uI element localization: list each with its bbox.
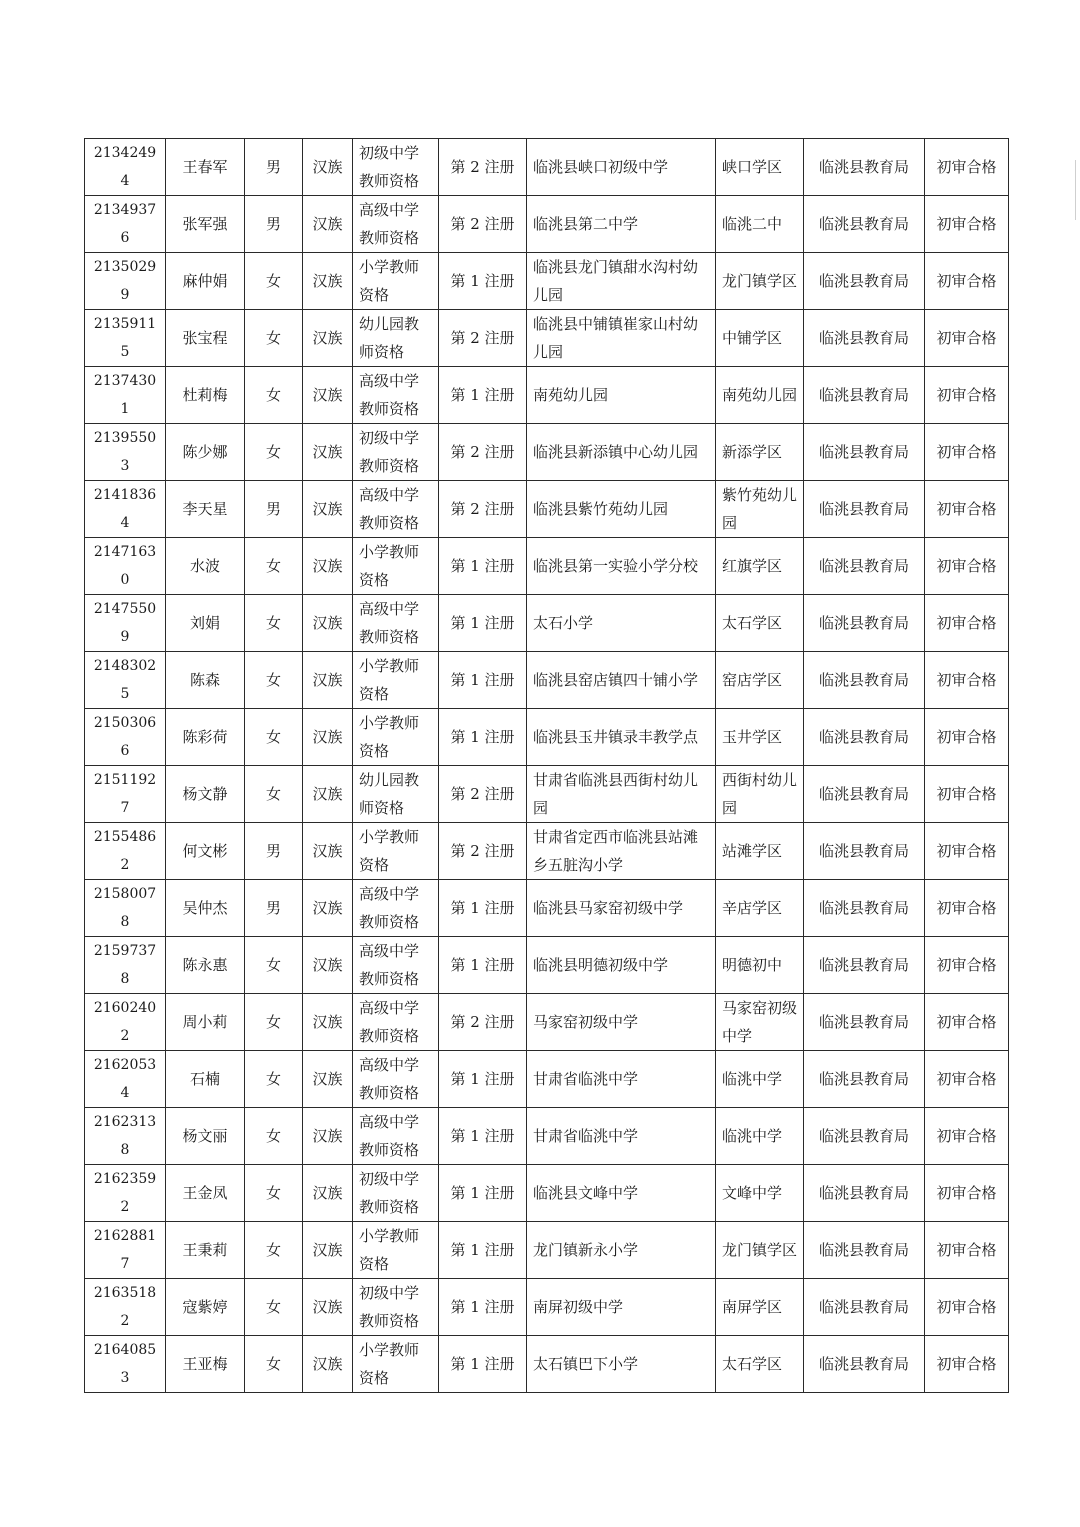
name-cell: 刘娟 [166,595,245,652]
registration-cell: 第 1 注册 [439,1051,527,1108]
authority-cell: 临洮县教育局 [804,139,925,196]
gender-cell: 女 [245,538,303,595]
school-cell: 临洮县峡口初级中学 [527,139,716,196]
name-cell: 寇紫婷 [166,1279,245,1336]
result-cell: 初审合格 [925,595,1009,652]
qualification-cell: 高级中学教师资格 [353,880,439,937]
authority-cell: 临洮县教育局 [804,1222,925,1279]
ethnicity-cell: 汉族 [303,481,353,538]
school-cell: 甘肃省临洮中学 [527,1051,716,1108]
table-row [85,709,1009,766]
authority-cell: 临洮县教育局 [804,994,925,1051]
candidate-id-cell: 21395503 [85,424,166,481]
registration-cell: 第 1 注册 [439,253,527,310]
qualification-cell: 初级中学教师资格 [353,1279,439,1336]
qualification-cell: 小学教师资格 [353,253,439,310]
ethnicity-cell: 汉族 [303,652,353,709]
result-cell: 初审合格 [925,1051,1009,1108]
school-cell: 南屏初级中学 [527,1279,716,1336]
district-cell: 窑店学区 [716,652,804,709]
district-cell: 红旗学区 [716,538,804,595]
candidate-id-cell: 21580078 [85,880,166,937]
ethnicity-cell: 汉族 [303,766,353,823]
name-cell: 陈少娜 [166,424,245,481]
district-cell: 太石学区 [716,595,804,652]
registration-cell: 第 1 注册 [439,652,527,709]
authority-cell: 临洮县教育局 [804,709,925,766]
table-row [85,766,1009,823]
qualification-cell: 高级中学教师资格 [353,937,439,994]
table-row [85,652,1009,709]
name-cell: 陈彩荷 [166,709,245,766]
school-cell: 临洮县中铺镇崔家山村幼儿园 [527,310,716,367]
name-cell: 水波 [166,538,245,595]
registration-cell: 第 1 注册 [439,1165,527,1222]
result-cell: 初审合格 [925,481,1009,538]
result-cell: 初审合格 [925,1222,1009,1279]
gender-cell: 女 [245,652,303,709]
name-cell: 王秉莉 [166,1222,245,1279]
gender-cell: 女 [245,1051,303,1108]
table-row [85,1222,1009,1279]
gender-cell: 女 [245,1165,303,1222]
table-row [85,424,1009,481]
table-row [85,196,1009,253]
district-cell: 西街村幼儿园 [716,766,804,823]
result-cell: 初审合格 [925,880,1009,937]
result-cell: 初审合格 [925,1279,1009,1336]
result-cell: 初审合格 [925,1165,1009,1222]
registration-cell: 第 1 注册 [439,880,527,937]
name-cell: 张宝程 [166,310,245,367]
school-cell: 临洮县文峰中学 [527,1165,716,1222]
candidate-id-cell: 21554862 [85,823,166,880]
authority-cell: 临洮县教育局 [804,1051,925,1108]
ethnicity-cell: 汉族 [303,709,353,766]
result-cell: 初审合格 [925,1108,1009,1165]
gender-cell: 女 [245,709,303,766]
registration-cell: 第 1 注册 [439,937,527,994]
name-cell: 周小莉 [166,994,245,1051]
district-cell: 龙门镇学区 [716,253,804,310]
qualification-cell: 高级中学教师资格 [353,481,439,538]
district-cell: 临洮二中 [716,196,804,253]
authority-cell: 临洮县教育局 [804,937,925,994]
registration-cell: 第 1 注册 [439,1108,527,1165]
name-cell: 石楠 [166,1051,245,1108]
candidate-id-cell: 21602402 [85,994,166,1051]
ethnicity-cell: 汉族 [303,1108,353,1165]
ethnicity-cell: 汉族 [303,367,353,424]
result-cell: 初审合格 [925,1336,1009,1393]
school-cell: 太石小学 [527,595,716,652]
gender-cell: 男 [245,823,303,880]
district-cell: 玉井学区 [716,709,804,766]
ethnicity-cell: 汉族 [303,1279,353,1336]
table-body [85,139,1009,1393]
school-cell: 临洮县第二中学 [527,196,716,253]
qualification-cell: 小学教师资格 [353,652,439,709]
table-row [85,823,1009,880]
registration-cell: 第 2 注册 [439,994,527,1051]
result-cell: 初审合格 [925,367,1009,424]
school-cell: 甘肃省定西市临洮县站滩乡五脏沟小学 [527,823,716,880]
school-cell: 临洮县玉井镇录丰教学点 [527,709,716,766]
gender-cell: 女 [245,1222,303,1279]
qualification-cell: 小学教师资格 [353,1222,439,1279]
district-cell: 临洮中学 [716,1108,804,1165]
scan-edge-mark [1075,160,1076,220]
name-cell: 杨文静 [166,766,245,823]
name-cell: 陈永惠 [166,937,245,994]
qualification-cell: 高级中学教师资格 [353,1051,439,1108]
district-cell: 紫竹苑幼儿园 [716,481,804,538]
result-cell: 初审合格 [925,538,1009,595]
name-cell: 杜莉梅 [166,367,245,424]
ethnicity-cell: 汉族 [303,1222,353,1279]
school-cell: 甘肃省临洮中学 [527,1108,716,1165]
qualification-cell: 高级中学教师资格 [353,367,439,424]
table-row [85,595,1009,652]
qualification-cell: 小学教师资格 [353,538,439,595]
ethnicity-cell: 汉族 [303,1165,353,1222]
table-row [85,481,1009,538]
gender-cell: 女 [245,253,303,310]
name-cell: 张军强 [166,196,245,253]
result-cell: 初审合格 [925,709,1009,766]
name-cell: 杨文丽 [166,1108,245,1165]
school-cell: 马家窑初级中学 [527,994,716,1051]
qualification-cell: 高级中学教师资格 [353,994,439,1051]
school-cell: 临洮县新添镇中心幼儿园 [527,424,716,481]
authority-cell: 临洮县教育局 [804,253,925,310]
district-cell: 马家窑初级中学 [716,994,804,1051]
district-cell: 太石学区 [716,1336,804,1393]
name-cell: 李天星 [166,481,245,538]
candidate-id-cell: 21374301 [85,367,166,424]
qualification-cell: 初级中学教师资格 [353,1165,439,1222]
result-cell: 初审合格 [925,310,1009,367]
name-cell: 王金凤 [166,1165,245,1222]
ethnicity-cell: 汉族 [303,196,353,253]
candidate-id-cell: 21350299 [85,253,166,310]
gender-cell: 男 [245,196,303,253]
qualification-cell: 初级中学教师资格 [353,139,439,196]
result-cell: 初审合格 [925,766,1009,823]
registration-cell: 第 2 注册 [439,481,527,538]
name-cell: 麻仲娟 [166,253,245,310]
result-cell: 初审合格 [925,937,1009,994]
ethnicity-cell: 汉族 [303,994,353,1051]
school-cell: 临洮县第一实验小学分校 [527,538,716,595]
table-row [85,880,1009,937]
result-cell: 初审合格 [925,424,1009,481]
gender-cell: 女 [245,1336,303,1393]
name-cell: 吴仲杰 [166,880,245,937]
gender-cell: 女 [245,1279,303,1336]
registration-cell: 第 1 注册 [439,595,527,652]
candidate-id-cell: 21628817 [85,1222,166,1279]
school-cell: 临洮县窑店镇四十铺小学 [527,652,716,709]
table-row [85,1108,1009,1165]
teacher-registration-table [84,138,1009,1393]
candidate-id-cell: 21511927 [85,766,166,823]
registration-cell: 第 1 注册 [439,367,527,424]
qualification-cell: 高级中学教师资格 [353,1108,439,1165]
district-cell: 南苑幼儿园 [716,367,804,424]
school-cell: 南苑幼儿园 [527,367,716,424]
result-cell: 初审合格 [925,139,1009,196]
candidate-id-cell: 21623138 [85,1108,166,1165]
registration-cell: 第 1 注册 [439,1336,527,1393]
school-cell: 太石镇巴下小学 [527,1336,716,1393]
gender-cell: 女 [245,1108,303,1165]
candidate-id-cell: 21342494 [85,139,166,196]
qualification-cell: 高级中学教师资格 [353,196,439,253]
school-cell: 临洮县龙门镇甜水沟村幼儿园 [527,253,716,310]
qualification-cell: 幼儿园教师资格 [353,766,439,823]
qualification-cell: 小学教师资格 [353,823,439,880]
district-cell: 南屏学区 [716,1279,804,1336]
district-cell: 文峰中学 [716,1165,804,1222]
table-row [85,994,1009,1051]
gender-cell: 女 [245,424,303,481]
district-cell: 龙门镇学区 [716,1222,804,1279]
candidate-id-cell: 21359115 [85,310,166,367]
candidate-id-cell: 21623592 [85,1165,166,1222]
registration-cell: 第 2 注册 [439,196,527,253]
district-cell: 站滩学区 [716,823,804,880]
registration-cell: 第 1 注册 [439,1279,527,1336]
ethnicity-cell: 汉族 [303,310,353,367]
table-row [85,1279,1009,1336]
ethnicity-cell: 汉族 [303,424,353,481]
authority-cell: 临洮县教育局 [804,424,925,481]
table-row [85,1336,1009,1393]
name-cell: 王亚梅 [166,1336,245,1393]
district-cell: 明德初中 [716,937,804,994]
candidate-id-cell: 21471630 [85,538,166,595]
registration-cell: 第 2 注册 [439,139,527,196]
gender-cell: 女 [245,310,303,367]
ethnicity-cell: 汉族 [303,880,353,937]
gender-cell: 女 [245,937,303,994]
district-cell: 临洮中学 [716,1051,804,1108]
registration-cell: 第 2 注册 [439,424,527,481]
table-row [85,253,1009,310]
qualification-cell: 幼儿园教师资格 [353,310,439,367]
result-cell: 初审合格 [925,994,1009,1051]
gender-cell: 女 [245,766,303,823]
registration-cell: 第 2 注册 [439,823,527,880]
authority-cell: 临洮县教育局 [804,880,925,937]
school-cell: 临洮县马家窑初级中学 [527,880,716,937]
candidate-id-cell: 21483025 [85,652,166,709]
authority-cell: 临洮县教育局 [804,652,925,709]
school-cell: 临洮县紫竹苑幼儿园 [527,481,716,538]
candidate-id-cell: 21635182 [85,1279,166,1336]
authority-cell: 临洮县教育局 [804,1279,925,1336]
gender-cell: 女 [245,595,303,652]
name-cell: 王春军 [166,139,245,196]
table-row [85,367,1009,424]
authority-cell: 临洮县教育局 [804,595,925,652]
candidate-id-cell: 21349376 [85,196,166,253]
school-cell: 龙门镇新永小学 [527,1222,716,1279]
gender-cell: 女 [245,367,303,424]
district-cell: 新添学区 [716,424,804,481]
authority-cell: 临洮县教育局 [804,481,925,538]
ethnicity-cell: 汉族 [303,538,353,595]
candidate-id-cell: 21620534 [85,1051,166,1108]
ethnicity-cell: 汉族 [303,253,353,310]
qualification-cell: 高级中学教师资格 [353,595,439,652]
authority-cell: 临洮县教育局 [804,196,925,253]
ethnicity-cell: 汉族 [303,823,353,880]
ethnicity-cell: 汉族 [303,1336,353,1393]
candidate-id-cell: 21597378 [85,937,166,994]
district-cell: 辛店学区 [716,880,804,937]
candidate-id-cell: 21475509 [85,595,166,652]
authority-cell: 临洮县教育局 [804,310,925,367]
authority-cell: 临洮县教育局 [804,823,925,880]
result-cell: 初审合格 [925,823,1009,880]
ethnicity-cell: 汉族 [303,595,353,652]
table-row [85,538,1009,595]
registration-cell: 第 1 注册 [439,538,527,595]
result-cell: 初审合格 [925,652,1009,709]
table-row [85,139,1009,196]
gender-cell: 女 [245,994,303,1051]
ethnicity-cell: 汉族 [303,139,353,196]
gender-cell: 男 [245,481,303,538]
ethnicity-cell: 汉族 [303,1051,353,1108]
ethnicity-cell: 汉族 [303,937,353,994]
authority-cell: 临洮县教育局 [804,367,925,424]
table-row [85,1165,1009,1222]
registration-cell: 第 2 注册 [439,310,527,367]
candidate-id-cell: 21640853 [85,1336,166,1393]
result-cell: 初审合格 [925,253,1009,310]
registration-cell: 第 2 注册 [439,766,527,823]
qualification-cell: 初级中学教师资格 [353,424,439,481]
registration-cell: 第 1 注册 [439,709,527,766]
qualification-cell: 小学教师资格 [353,709,439,766]
authority-cell: 临洮县教育局 [804,766,925,823]
school-cell: 临洮县明德初级中学 [527,937,716,994]
gender-cell: 男 [245,139,303,196]
district-cell: 中铺学区 [716,310,804,367]
result-cell: 初审合格 [925,196,1009,253]
authority-cell: 临洮县教育局 [804,1336,925,1393]
qualification-cell: 小学教师资格 [353,1336,439,1393]
registration-cell: 第 1 注册 [439,1222,527,1279]
school-cell: 甘肃省临洮县西街村幼儿园 [527,766,716,823]
gender-cell: 男 [245,880,303,937]
authority-cell: 临洮县教育局 [804,538,925,595]
district-cell: 峡口学区 [716,139,804,196]
authority-cell: 临洮县教育局 [804,1108,925,1165]
table-row [85,937,1009,994]
authority-cell: 临洮县教育局 [804,1165,925,1222]
table-row [85,1051,1009,1108]
table-row [85,310,1009,367]
candidate-id-cell: 21503066 [85,709,166,766]
candidate-id-cell: 21418364 [85,481,166,538]
name-cell: 陈森 [166,652,245,709]
name-cell: 何文彬 [166,823,245,880]
